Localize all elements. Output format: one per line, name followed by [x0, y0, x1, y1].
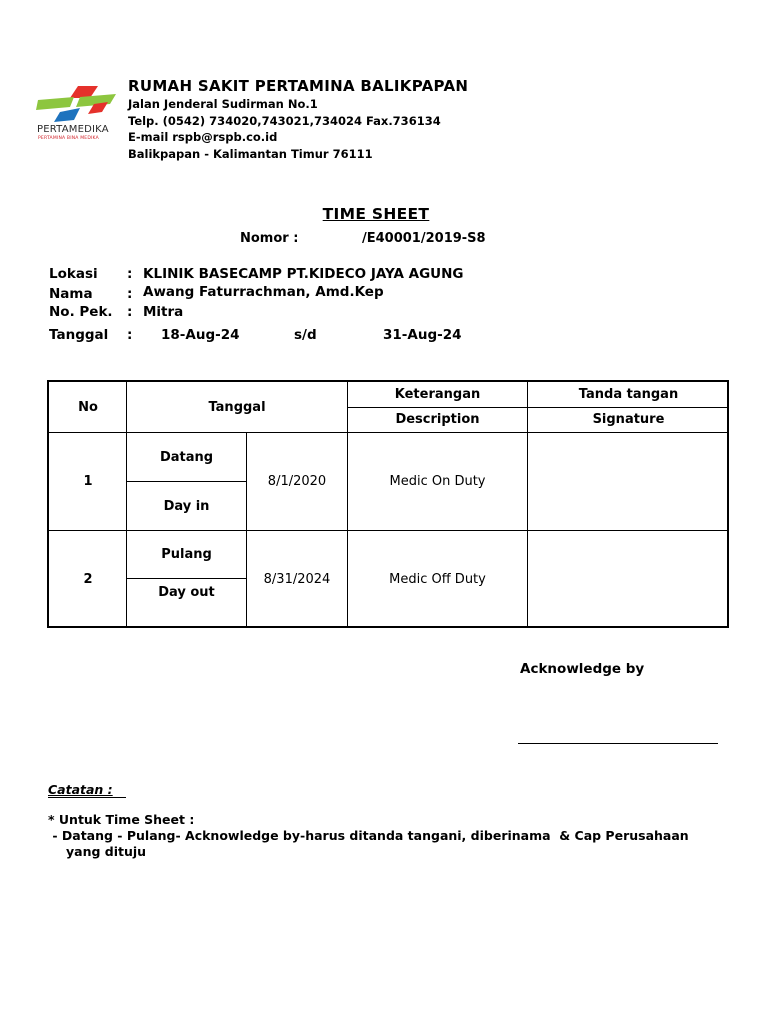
timesheet-table — [47, 380, 729, 628]
tanggal-start: 18-Aug-24 — [161, 327, 240, 343]
lokasi-label: Lokasi — [49, 266, 98, 282]
row-1-description: Medic On Duty — [389, 474, 486, 489]
row-2-description: Medic Off Duty — [389, 572, 486, 587]
nama-colon: : — [127, 286, 133, 302]
address-line-phone: Telp. (0542) 734020,743021,734024 Fax.736134 — [128, 114, 441, 128]
nama-value: Awang Faturrachman, Amd.Kep — [143, 284, 384, 300]
logo-tagline: PERTAMINA BINA MEDIKA — [38, 136, 99, 141]
logo-wordmark: PERTAMEDIKA — [37, 124, 109, 135]
row-2-label-bottom: Day out — [158, 584, 215, 600]
header-keterangan: Keterangan — [394, 387, 481, 402]
tanggal-label: Tanggal — [49, 327, 109, 343]
row-2-signature — [528, 531, 729, 628]
row-2-label-top: Pulang — [161, 547, 212, 562]
tanggal-colon: : — [127, 327, 133, 343]
acknowledge-label: Acknowledge by — [520, 661, 645, 677]
pertamedika-logo-icon — [36, 84, 122, 144]
row-1-no: 1 — [83, 474, 93, 489]
nomor-value: /E40001/2019-S8 — [362, 231, 486, 246]
signature-line — [518, 743, 718, 744]
note-line-2: - Datang - Pulang- Acknowledge by-harus ditanda tangani, diberinama & Cap Perusahaan — [48, 828, 689, 843]
nomor-label: Nomor : — [240, 231, 299, 246]
row-1-signature — [528, 433, 729, 530]
notes-heading-underline — [48, 797, 126, 798]
note-line-1: * Untuk Time Sheet : — [48, 812, 195, 827]
nama-label: Nama — [49, 286, 93, 302]
address-line-street: Jalan Jenderal Sudirman No.1 — [128, 97, 318, 111]
lokasi-value: KLINIK BASECAMP PT.KIDECO JAYA AGUNG — [143, 266, 464, 282]
no-pek-value: Mitra — [143, 304, 184, 320]
note-line-3: yang dituju — [66, 844, 147, 859]
header-tanda-tangan: Tanda tangan — [578, 387, 679, 402]
hospital-name: RUMAH SAKIT PERTAMINA BALIKPAPAN — [128, 77, 469, 95]
tanggal-end: 31-Aug-24 — [383, 327, 462, 343]
header-no: No — [78, 399, 98, 415]
header-description: Description — [395, 412, 480, 427]
no-pek-label: No. Pek. — [49, 304, 113, 320]
row-2-date: 8/31/2024 — [263, 572, 331, 587]
row-1-date: 8/1/2020 — [267, 474, 327, 489]
header-tanggal: Tanggal — [208, 399, 266, 415]
header-signature: Signature — [592, 412, 665, 427]
page-title: TIME SHEET — [322, 205, 430, 223]
tanggal-separator: s/d — [294, 327, 317, 343]
notes-heading: Catatan : — [48, 782, 113, 797]
row-1-label-top: Datang — [159, 449, 214, 465]
row-1-label-bottom: Day in — [163, 498, 210, 514]
row-2-no: 2 — [83, 572, 93, 587]
no-pek-colon: : — [127, 304, 133, 320]
address-line-city: Balikpapan - Kalimantan Timur 76111 — [128, 147, 373, 161]
address-line-email: E-mail rspb@rspb.co.id — [128, 130, 278, 144]
lokasi-colon: : — [127, 266, 133, 282]
